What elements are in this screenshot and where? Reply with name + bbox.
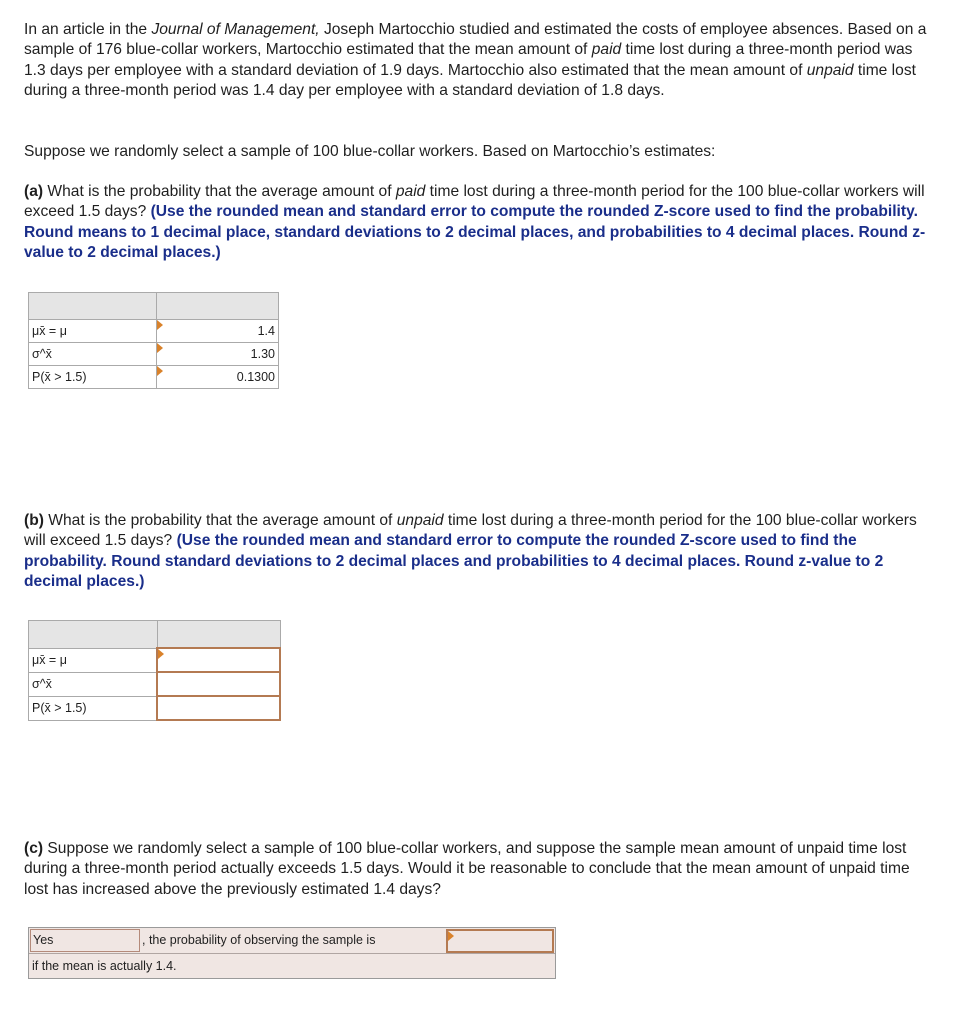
question-text: Suppose we randomly select a sample of 100 blue-collar workers, and suppose the sample mean amount of unpaid time lost during a three-month period actually exceeds 1.5 days. Would it be reasonable to conclude that the mean amount of unpaid time lost has increased above the previously estimated 1.4 days? (24, 840, 910, 898)
flag-icon (158, 649, 164, 659)
flag-icon (157, 320, 163, 330)
intro-text: Joseph Martocchio studied and estimated the costs of employee absences. Based on a sample of 176 blue-collar workers, Martocchio estimated that the mean amount of (24, 21, 927, 59)
input-value: 0.1300 (236, 370, 275, 384)
probability-input[interactable] (157, 366, 279, 389)
probability-input[interactable] (157, 696, 280, 720)
answer-row (29, 928, 555, 954)
input-value: 1.30 (250, 347, 275, 361)
header-cell (157, 293, 279, 320)
header-cell (29, 293, 157, 320)
table-row (29, 343, 279, 366)
row-label: σ^x̄ (29, 672, 158, 696)
row-label: σ^x̄ (29, 343, 157, 366)
question-text: What is the probability that the average amount of (43, 183, 396, 200)
table-header-row (29, 293, 279, 320)
header-cell (157, 621, 280, 649)
unpaid-word: unpaid (396, 512, 444, 529)
flag-icon (448, 931, 454, 941)
paid-word: paid (395, 183, 426, 200)
flag-icon (157, 366, 163, 376)
paid-word: paid (591, 41, 622, 59)
part-b-label: (b) (24, 512, 44, 529)
journal-name: Journal of Management, (151, 21, 320, 38)
part-a-label: (a) (24, 183, 44, 200)
part-c-answer-table (28, 927, 556, 979)
table-row (29, 696, 281, 720)
answer-text: , the probability of observing the sample is (142, 933, 376, 947)
probability-input[interactable] (446, 929, 554, 953)
part-b-table (28, 620, 281, 721)
intro-text: time lost during a three-month period was 1.4 day per employee with a standard deviation of 1.8 days. (24, 61, 916, 100)
row-label: P(x̄ > 1.5) (29, 696, 158, 720)
suppose-text: Suppose we randomly select a sample of 100 blue-collar workers. Based on Martocchio’s estimates: (24, 143, 716, 160)
answer-tail-text: if the mean is actually 1.4. (32, 959, 177, 973)
intro-paragraph (24, 20, 934, 102)
rounding-hint: (Use the rounded mean and standard error to compute the rounded Z-score used to find the probability. Round means to 1 decimal place, standard deviations to 2 decimal places, and probabilities to 4 decimal places. Round z-value to 2 decimal places.) (24, 203, 926, 262)
part-c-label: (c) (24, 840, 44, 857)
part-c-question (24, 839, 934, 900)
yes-no-select[interactable]: Yes (30, 929, 140, 952)
table-row (29, 366, 279, 389)
header-cell (29, 621, 158, 649)
part-b-question (24, 511, 934, 593)
row-label: μx̄ = μ (29, 648, 158, 672)
table-row (29, 648, 281, 672)
row-label: P(x̄ > 1.5) (29, 366, 157, 389)
row-label: μx̄ = μ (29, 320, 157, 343)
table-row (29, 672, 281, 696)
intro-text: In an article in the (24, 21, 152, 38)
unpaid-word: unpaid (806, 61, 854, 79)
flag-icon (157, 343, 163, 353)
std-error-input[interactable] (157, 672, 280, 696)
table-header-row (29, 621, 281, 649)
mean-input[interactable] (157, 648, 280, 672)
question-text: What is the probability that the average amount of (43, 512, 397, 529)
part-a-question (24, 182, 934, 264)
question-text: time lost during a three-month period for the 100 blue-collar workers will exceed 1.5 days? (24, 512, 917, 550)
table-row (29, 320, 279, 343)
question-text: time lost during a three-month period for the 100 blue-collar workers will exceed 1.5 days? (24, 183, 925, 221)
mean-input[interactable] (157, 320, 279, 343)
part-a-table (28, 292, 279, 389)
input-value: 1.4 (257, 324, 275, 338)
intro-text: time lost during a three-month period was 1.3 days per employee with a standard deviation of 1.9 days. Martocchio also estimated that the mean amount of (24, 41, 913, 79)
std-error-input[interactable] (157, 343, 279, 366)
rounding-hint: (Use the rounded mean and standard error to compute the rounded Z-score used to find the probability. Round standard deviations to 2 decimal places and probabilities to 4 decimal places. Round z-value to 2 decimal places.) (24, 532, 884, 591)
